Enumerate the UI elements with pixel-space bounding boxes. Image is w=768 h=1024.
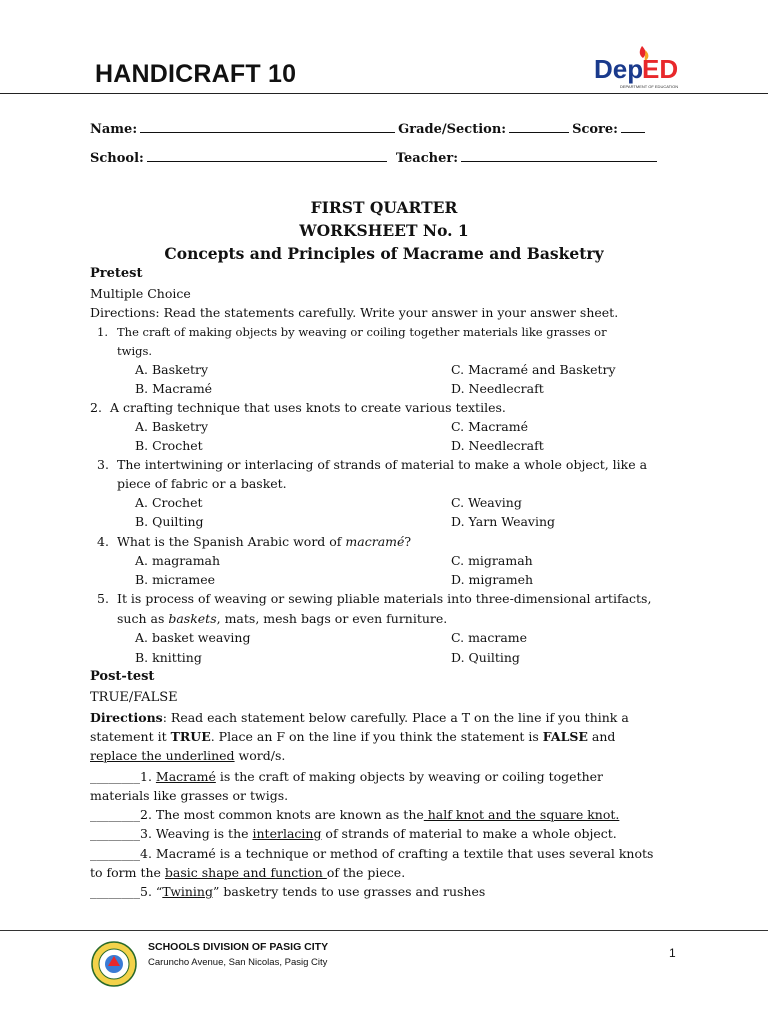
choice-a: A. Basketry xyxy=(135,362,209,377)
svg-text:ED: ED xyxy=(642,54,679,84)
choice-c: C. Macramé and Basketry xyxy=(451,362,616,377)
choice-b: B. knitting xyxy=(135,650,202,665)
teacher-field[interactable] xyxy=(461,148,657,162)
choice-d: D. Yarn Weaving xyxy=(451,514,556,529)
answer-blank[interactable]: ________ xyxy=(90,826,140,841)
choice-b: B. micramee xyxy=(135,572,216,587)
pretest-type: Multiple Choice xyxy=(90,286,191,301)
choice-c: C. Macramé xyxy=(451,419,528,434)
choice-d: D. Needlecraft xyxy=(451,438,544,453)
choice-c: C. Weaving xyxy=(451,495,522,510)
name-field[interactable] xyxy=(140,119,395,133)
footer-divider xyxy=(0,930,768,931)
name-label: Name: xyxy=(90,122,138,137)
quarter-heading: FIRST QUARTER xyxy=(310,198,458,217)
pretest-title: Pretest xyxy=(90,266,143,281)
topic-heading: Concepts and Principles of Macrame and Basketry xyxy=(164,244,604,263)
choice-d: D. migrameh xyxy=(451,572,534,587)
school-field[interactable] xyxy=(147,148,387,162)
tf-item-cont: materials like grasses or twigs. xyxy=(90,788,289,803)
question-number: 5. xyxy=(97,591,109,606)
division-name: SCHOOLS DIVISION OF PASIG CITY xyxy=(148,941,329,953)
score-field[interactable] xyxy=(621,119,645,133)
question-text: A crafting technique that uses knots to create various textiles. xyxy=(110,400,506,415)
tf-item-cont: to form the basic shape and function of the piece. xyxy=(90,865,406,880)
tf-item: ________2. The most common knots are known as the half knot and the square knot. xyxy=(90,807,620,822)
pretest-directions: Directions: Read the statements carefully. Write your answer in your answer sheet. xyxy=(90,305,619,320)
choice-b: B. Quilting xyxy=(135,514,204,529)
school-label: School: xyxy=(90,151,144,166)
question-number: 1. xyxy=(97,325,108,339)
answer-blank[interactable]: ________ xyxy=(90,884,140,899)
score-label: Score: xyxy=(572,122,618,137)
page-title: HANDICRAFT 10 xyxy=(95,60,297,88)
choice-a: A. Crochet xyxy=(135,495,203,510)
choice-a: A. Basketry xyxy=(135,419,209,434)
deped-logo xyxy=(590,42,690,92)
question-text: It is process of weaving or sewing pliable materials into three-dimensional artifacts, xyxy=(117,591,652,606)
page-number: 1 xyxy=(669,946,676,960)
choice-c: C. migramah xyxy=(451,553,533,568)
division-address: Caruncho Avenue, San Nicolas, Pasig City xyxy=(148,957,328,968)
choice-a: A. magramah xyxy=(135,553,221,568)
answer-blank[interactable]: ________ xyxy=(90,807,140,822)
posttest-directions: statement it TRUE. Place an F on the line if you think the statement is FALSE and xyxy=(90,729,616,744)
choice-b: B. Macramé xyxy=(135,381,213,396)
question-text: piece of fabric or a basket. xyxy=(117,476,287,491)
svg-text:DEPARTMENT OF EDUCATION: DEPARTMENT OF EDUCATION xyxy=(620,84,679,89)
question-text: such as baskets, mats, mesh bags or even furniture. xyxy=(117,611,448,626)
question-text: What is the Spanish Arabic word of macramé? xyxy=(117,534,412,549)
question-text: twigs. xyxy=(117,344,153,358)
posttest-type: TRUE/FALSE xyxy=(90,690,178,705)
question-text: The intertwining or interlacing of strands of material to make a whole object, like a xyxy=(117,457,648,472)
teacher-label: Teacher: xyxy=(395,151,459,166)
answer-blank[interactable]: ________ xyxy=(90,846,140,861)
name-row xyxy=(90,119,648,137)
answer-blank[interactable]: ________ xyxy=(90,769,140,784)
header-divider xyxy=(0,93,768,94)
choice-d: D. Needlecraft xyxy=(451,381,544,396)
school-row xyxy=(90,148,660,166)
question-text: The craft of making objects by weaving or coiling together materials like grasses or xyxy=(117,325,607,339)
question-number: 2. xyxy=(90,400,102,415)
grade-label: Grade/Section: xyxy=(398,122,507,137)
tf-item: ________5. “Twining” basketry tends to use grasses and rushes xyxy=(90,884,486,899)
svg-text:Dep: Dep xyxy=(594,54,644,84)
division-seal-icon xyxy=(90,940,138,988)
tf-item: ________1. Macramé is the craft of making objects by weaving or coiling together xyxy=(90,769,604,784)
grade-field[interactable] xyxy=(509,119,569,133)
tf-item: ________4. Macramé is a technique or method of crafting a textile that uses several knots xyxy=(90,846,654,861)
posttest-title: Post-test xyxy=(90,669,155,684)
question-number: 4. xyxy=(97,534,109,549)
posttest-directions: replace the underlined word/s. xyxy=(90,748,286,763)
choice-d: D. Quilting xyxy=(451,650,520,665)
choice-a: A. basket weaving xyxy=(135,630,251,645)
choice-b: B. Crochet xyxy=(135,438,203,453)
worksheet-heading: WORKSHEET No. 1 xyxy=(299,221,469,240)
question-number: 3. xyxy=(97,457,109,472)
choice-c: C. macrame xyxy=(451,630,528,645)
posttest-directions: Directions: Read each statement below carefully. Place a T on the line if you think a xyxy=(90,710,629,725)
tf-item: ________3. Weaving is the interlacing of strands of material to make a whole object. xyxy=(90,826,617,841)
